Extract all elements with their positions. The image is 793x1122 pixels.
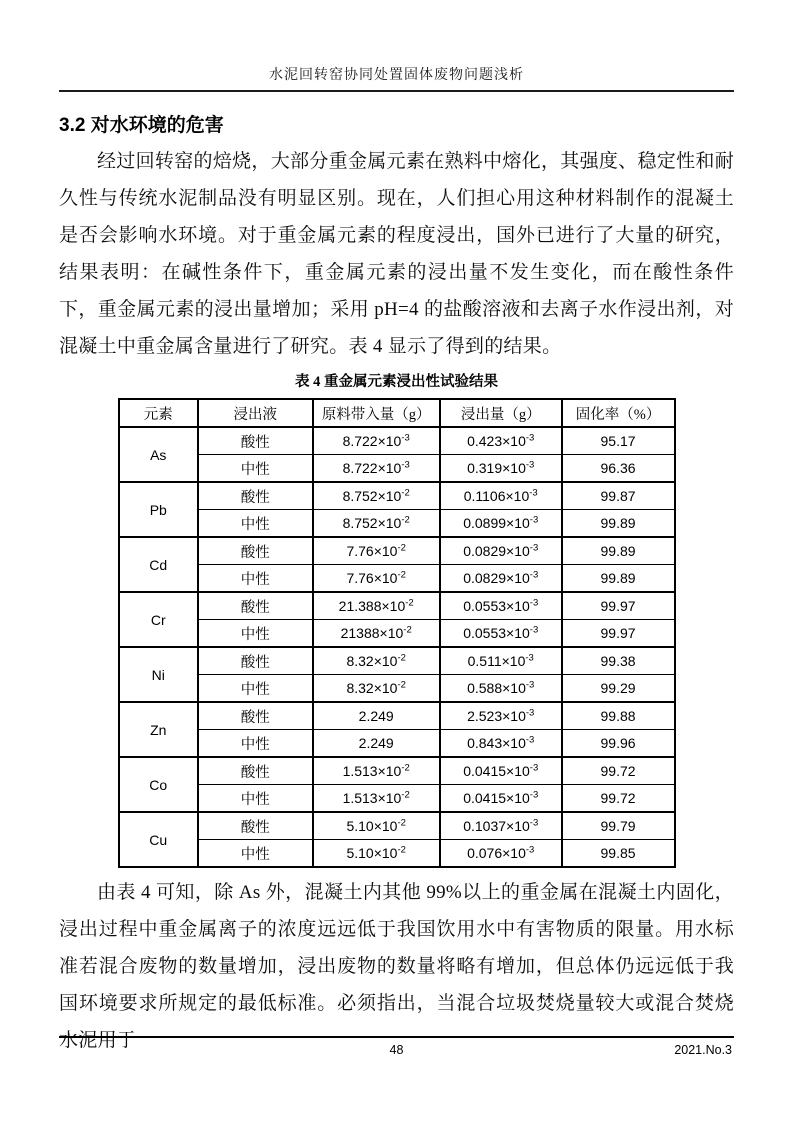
table-row (119, 785, 675, 813)
element-cell: Cd (119, 537, 199, 592)
element-cell: Ni (119, 647, 199, 702)
running-head-title: 水泥回转窑协同处置固体废物问题浅析 (269, 68, 524, 83)
rate-cell: 99.72 (562, 785, 675, 813)
body-paragraph-2: 由表 4 可知，除 As 外，混凝土内其他 99%以上的重金属在混凝土内固化，浸出过程中重金属离子的浓度远远低于我国饮用水中有害物质的限量。用水标准若混合废物的数量增加，浸出废物的数量将略有增加，但总体仍远远低于我国环境要求所规定的最低标准。必须指出，当混合垃圾焚烧量较大或混合焚烧水泥用于 (59, 882, 734, 1051)
liquid-cell: 酸性 (198, 592, 313, 620)
intake-cell: 2.249 (313, 730, 440, 758)
table-row (119, 482, 675, 510)
intake-cell: $8.32\times 10^{-2}$ (313, 647, 440, 675)
table-row (119, 620, 675, 648)
rate-cell: 99.79 (562, 812, 675, 840)
footer-page-number: 48 (389, 1043, 404, 1057)
liquid-cell: 中性 (198, 620, 313, 648)
element-cell: Zn (119, 702, 199, 757)
intake-cell: $1.513\times 10^{-2}$ (313, 785, 440, 813)
element-cell: Cr (119, 592, 199, 647)
intake-cell: $8.752\times 10^{-2}$ (313, 510, 440, 538)
rate-cell: 99.29 (562, 675, 675, 703)
intake-cell: $8.32\times 10^{-2}$ (313, 675, 440, 703)
leach-cell: $2.523\times 10^{-3}$ (440, 702, 562, 730)
header-rate: 固化率（%） (562, 399, 675, 427)
intake-cell: $21388\times 10^{-2}$ (313, 620, 440, 648)
leach-cell: $0.0829\times 10^{-3}$ (440, 537, 562, 565)
rate-cell: 99.88 (562, 702, 675, 730)
element-cell: Co (119, 757, 199, 812)
table-row (119, 812, 675, 840)
table-row (119, 455, 675, 483)
rate-cell: 99.96 (562, 730, 675, 758)
liquid-cell: 中性 (198, 455, 313, 483)
table-row (119, 427, 675, 455)
liquid-cell: 中性 (198, 675, 313, 703)
table-row (119, 757, 675, 785)
liquid-cell: 中性 (198, 730, 313, 758)
rate-cell: 99.87 (562, 482, 675, 510)
liquid-cell: 酸性 (198, 702, 313, 730)
element-cell: As (119, 427, 199, 482)
intake-cell: 2.249 (313, 702, 440, 730)
table-row (119, 565, 675, 593)
rate-cell: 99.85 (562, 840, 675, 868)
leach-cell: $0.0553\times 10^{-3}$ (440, 592, 562, 620)
table-row (119, 730, 675, 758)
results-table (118, 398, 676, 868)
table-row (119, 840, 675, 868)
leach-cell: $0.0553\times 10^{-3}$ (440, 620, 562, 648)
table-row (119, 592, 675, 620)
intake-cell: $7.76\times 10^{-2}$ (313, 537, 440, 565)
element-cell: Cu (119, 812, 199, 867)
intake-cell: $21.388\times 10^{-2}$ (313, 592, 440, 620)
rate-cell: 99.38 (562, 647, 675, 675)
leach-cell: $0.319\times 10^{-3}$ (440, 455, 562, 483)
intake-cell: $5.10\times 10^{-2}$ (313, 840, 440, 868)
leach-cell: $0.843\times 10^{-3}$ (440, 730, 562, 758)
table-caption: 表 4 重金属元素浸出性试验结果 (295, 374, 498, 390)
header-element: 元素 (119, 399, 199, 427)
liquid-cell: 酸性 (198, 812, 313, 840)
leach-cell: $0.1106\times 10^{-3}$ (440, 482, 562, 510)
leach-cell: $0.0829\times 10^{-3}$ (440, 565, 562, 593)
table-row (119, 510, 675, 538)
leach-cell: $0.1037\times 10^{-3}$ (440, 812, 562, 840)
leach-cell: $0.0415\times 10^{-3}$ (440, 785, 562, 813)
table-row (119, 702, 675, 730)
intake-cell: $8.722\times 10^{-3}$ (313, 427, 440, 455)
liquid-cell: 酸性 (198, 482, 313, 510)
header-leach: 浸出量（g） (440, 399, 562, 427)
intake-cell: $7.76\times 10^{-2}$ (313, 565, 440, 593)
leach-cell: $0.588\times 10^{-3}$ (440, 675, 562, 703)
rate-cell: 99.89 (562, 565, 675, 593)
table-row (119, 647, 675, 675)
body-paragraph-1: 经过回转窑的焙烧，大部分重金属元素在熟料中熔化，其强度、稳定性和耐久性与传统水泥制品没有明显区别。现在，人们担心用这种材料制作的混凝土是否会影响水环境。对于重金属元素的程度浸出，国外已进行了大量的研究，结果表明：在碱性条件下，重金属元素的浸出量不发生变化，而在酸性条件下，重金属元素的浸出量增加；采用 pH=4 的盐酸溶液和去离子水作浸出剂，对混凝土中重金属含量进行了研究。表 4 显示了得到的结果。 (59, 151, 734, 357)
leach-cell: $0.0899\times 10^{-3}$ (440, 510, 562, 538)
table-row (119, 675, 675, 703)
liquid-cell: 中性 (198, 510, 313, 538)
intake-cell: $5.10\times 10^{-2}$ (313, 812, 440, 840)
leach-cell: $0.076\times 10^{-3}$ (440, 840, 562, 868)
liquid-cell: 中性 (198, 840, 313, 868)
rate-cell: 96.36 (562, 455, 675, 483)
rate-cell: 99.97 (562, 592, 675, 620)
footer-issue-label: 2021.No.3 (674, 1043, 732, 1057)
element-cell: Pb (119, 482, 199, 537)
header-intake: 原料带入量（g） (313, 399, 440, 427)
table-row (119, 537, 675, 565)
rate-cell: 99.72 (562, 757, 675, 785)
section-heading: 3.2 对水环境的危害 (59, 115, 224, 136)
header-liquid: 浸出液 (198, 399, 313, 427)
rate-cell: 99.97 (562, 620, 675, 648)
intake-cell: $8.752\times 10^{-2}$ (313, 482, 440, 510)
liquid-cell: 酸性 (198, 427, 313, 455)
liquid-cell: 酸性 (198, 537, 313, 565)
intake-cell: $8.722\times 10^{-3}$ (313, 455, 440, 483)
leach-cell: $0.0415\times 10^{-3}$ (440, 757, 562, 785)
leach-cell: $0.423\times 10^{-3}$ (440, 427, 562, 455)
running-head (59, 0, 734, 92)
leach-cell: $0.511\times 10^{-3}$ (440, 647, 562, 675)
page-footer (59, 1036, 734, 1070)
rate-cell: 99.89 (562, 537, 675, 565)
intake-cell: $1.513\times 10^{-2}$ (313, 757, 440, 785)
rate-cell: 99.89 (562, 510, 675, 538)
liquid-cell: 中性 (198, 785, 313, 813)
rate-cell: 95.17 (562, 427, 675, 455)
table-header-row (119, 399, 675, 427)
liquid-cell: 中性 (198, 565, 313, 593)
liquid-cell: 酸性 (198, 647, 313, 675)
liquid-cell: 酸性 (198, 757, 313, 785)
